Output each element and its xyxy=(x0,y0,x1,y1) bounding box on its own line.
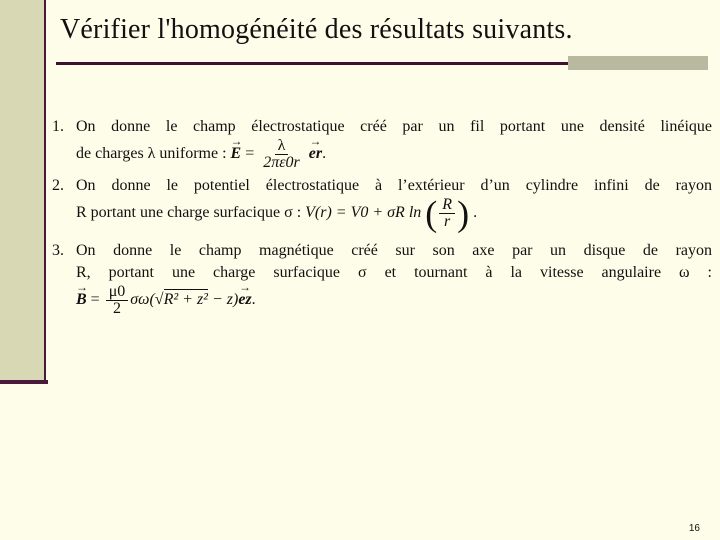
equals-sign: = xyxy=(90,291,100,309)
title-underline xyxy=(56,62,568,65)
fraction xyxy=(439,197,455,230)
fraction-numerator: λ xyxy=(275,138,289,155)
formula-end: . xyxy=(473,204,478,222)
item-text: R portant une charge surfacique σ : xyxy=(76,204,302,222)
sqrt-icon: √ xyxy=(154,291,164,309)
fraction-numerator: R xyxy=(439,197,455,214)
fraction xyxy=(106,284,129,317)
item-formula-line xyxy=(76,193,712,234)
paren-open: ( xyxy=(425,193,438,234)
left-decor-foot xyxy=(0,380,48,384)
item-formula-line xyxy=(76,284,712,317)
item-text: On donne le champ électrostatique créé par un fil portant une densité linéique xyxy=(76,118,712,135)
item-text: R, portant une charge surfacique σ et tournant à la vitesse angulaire ω : xyxy=(76,264,712,281)
formula-lhs: V(r) = V0 + σR ln xyxy=(305,204,422,222)
sqrt-content: R² + z² xyxy=(163,291,208,309)
formula-expr: σω( xyxy=(130,291,155,309)
formula-tail: − z) xyxy=(211,291,239,309)
page-number: 16 xyxy=(688,523,700,534)
fraction xyxy=(260,138,303,171)
item-number: 2. xyxy=(52,177,64,194)
vector-symbol: → B xyxy=(76,289,87,311)
fraction-denominator: 2πε0r xyxy=(263,154,300,171)
unit-vector: → ez xyxy=(238,289,251,311)
fraction-numerator: μ0 xyxy=(106,284,129,301)
unit-vector: → er xyxy=(309,143,322,165)
item-text: On donne le potentiel électrostatique à l’extérieur d’un cylindre infini de rayon xyxy=(76,177,712,194)
item-number: 1. xyxy=(52,118,64,135)
slide-title: Vérifier l'homogénéité des résultats suivants. xyxy=(60,14,573,45)
exercise-item-1 xyxy=(52,116,712,171)
equals-sign: = xyxy=(245,145,255,163)
left-decor-bar xyxy=(0,0,46,382)
title-accent-block xyxy=(568,56,708,70)
item-text: de charges λ uniforme : xyxy=(76,145,227,163)
paren-close: ) xyxy=(457,193,470,234)
fraction-denominator: r xyxy=(444,213,451,230)
formula-end: . xyxy=(251,291,256,309)
item-formula-line xyxy=(76,138,712,171)
exercise-item-3 xyxy=(52,240,712,317)
exercise-item-2 xyxy=(52,175,712,234)
fraction-denominator: 2 xyxy=(112,300,121,317)
item-text: On donne le champ magnétique créé sur son axe par un disque de rayon xyxy=(76,242,712,259)
formula-end: . xyxy=(322,145,327,163)
exercise-list xyxy=(52,116,712,321)
item-number: 3. xyxy=(52,242,64,259)
vector-symbol: → E xyxy=(231,143,242,165)
